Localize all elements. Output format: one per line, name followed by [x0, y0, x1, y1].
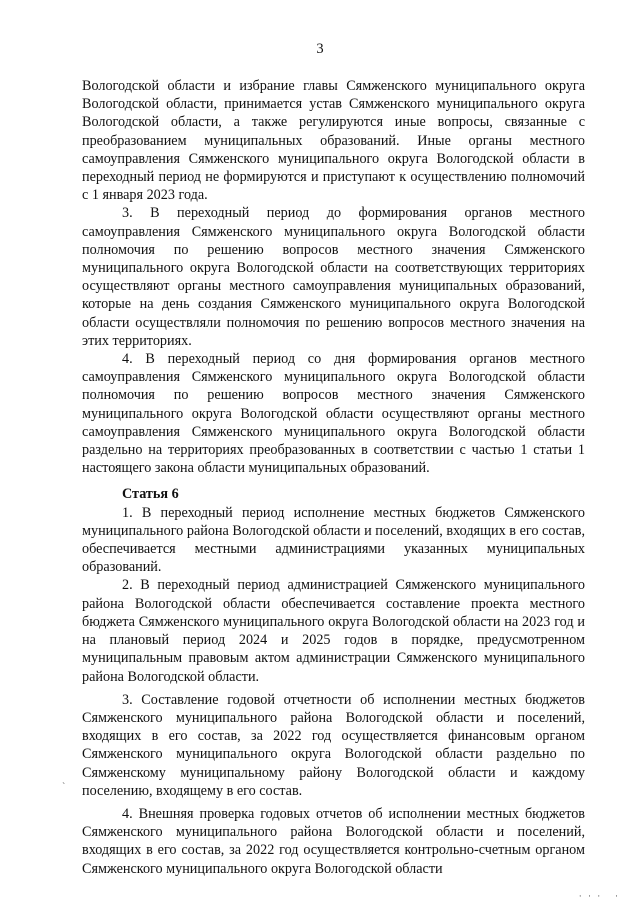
document-body [82, 77, 585, 878]
scan-artifact-corner: · · · · [578, 891, 620, 901]
article-6-heading: Статья 6 [122, 486, 179, 503]
article-6-clause-1: 1. В переходный период исполнение местных бюджетов Сямженского муниципального района Вологодской области и поселений, входящих в его состав, обеспечивается местными администрациями указанных муниципальных образований. [82, 504, 585, 576]
page-number: 3 [316, 41, 324, 57]
article-6-clause-4: 4. Внешняя проверка годовых отчетов об исполнении местных бюджетов Сямженского муниципального района Вологодской области и поселений, входящих в его состав, за 2022 год осуществляется контрольно-счетным органом Сямженского муниципального округа Вологодской области [82, 805, 585, 877]
scan-artifact-mark: ` [62, 782, 66, 793]
article-6-clause-3: 3. Составление годовой отчетности об исполнении местных бюджетов Сямженского муниципального района Вологодской области и поселений, входящих в его состав, за 2022 год осуществляется финансовым органом Сямженского муниципального округа Вологодской области раздельно по Сямженскому муниципальному району Вологодской области и каждому поселению, входящему в его состав. [82, 691, 585, 799]
article-6-clause-2: 2. В переходный период администрацией Сямженского муниципального района Вологодской области обеспечивается составление проекта местного бюджета Сямженского муниципального округа Вологодской области на 2023 год и на плановый период 2024 и 2025 годов в порядке, предусмотренном муниципальным правовым актом администрации Сямженского муниципального района Вологодской области. [82, 577, 585, 685]
paragraph-clause-3: 3. В переходный период до формирования органов местного самоуправления Сямженского муниципального округа Вологодской области полномочия по решению вопросов местного значения Сямженского муниципального округа Вологодской области на соответствующих территориях осуществляют органы местного самоуправления муниципальных образований, которые на день создания Сямженского муниципального округа Вологодской области осуществляли полномочия по решению вопросов местного значения на этих территориях. [82, 205, 585, 349]
paragraph-clause-4: 4. В переходный период со дня формирования органов местного самоуправления Сямженского муниципального округа Вологодской области полномочия по решению вопросов местного значения Сямженского муниципального округа Вологодской области осуществляют органы местного самоуправления Сямженского муниципального округа Вологодской области раздельно на территориях преобразованных в соответствии с частью 1 статьи 1 настоящего закона области муниципальных образований. [82, 351, 585, 477]
paragraph-continuation: Вологодской области и избрание главы Сямженского муниципального округа Вологодской области, принимается устав Сямженского муниципального округа Вологодской области, а также регулируются иные вопросы, связанные с преобразованием муниципальных образований. Иные органы местного самоуправления Сямженского муниципального округа Вологодской области в переходный период не формируются и приступают к осуществлению полномочий с 1 января 2023 года. [82, 78, 585, 204]
